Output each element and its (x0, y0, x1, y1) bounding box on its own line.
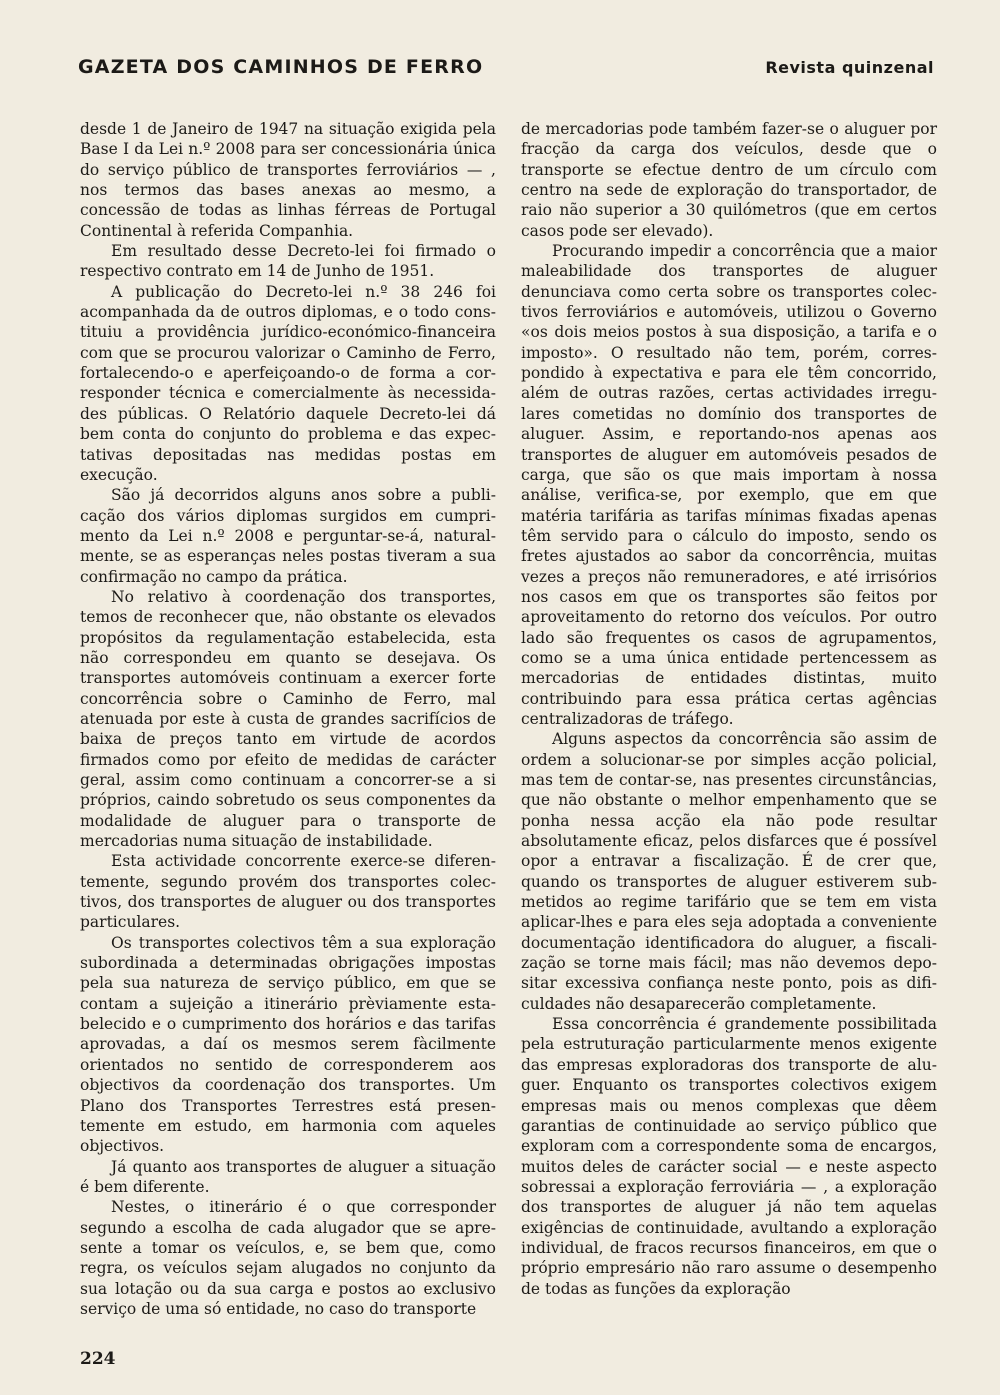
text-column-left (80, 119, 496, 1319)
paragraph: desde 1 de Janeiro de 1947 na situação exigida pela Base I da Lei n.º 2008 para ser concessionária única do serviço público de transportes ferroviários — , nos termos das bases anexas ao mesmo, a concessão de todas as linhas férreas de Portugal Continental à referida Companhia. (80, 120, 496, 240)
paragraph: Nestes, o itinerário é o que corresponder segundo a escolha de cada alugador que se apresente a tomar os veículos, e, se bem que, como regra, os veículos sejam alugados no conjunto da sua lotação ou da sua carga e postos ao exclusivo serviço de uma só entidade, no caso do transporte (80, 1198, 496, 1318)
paragraph: de mercadorias pode também fazer-se o aluguer por fracção da carga dos veículos, desde que o transporte se efectue dentro de um círculo com centro na sede de exploração do transportador, de raio não superior a 30 quilómetros (que em certos casos pode ser elevado). (521, 120, 937, 240)
paragraph: Essa concorrência é grandemente possibilitada pela estruturação particularmente menos exigente das empresas exploradoras dos transporte de aluguer. Enquanto os transportes colectivos exigem empresas mais ou menos complexas que dêem garantias de continuidade ao serviço público que exploram com a correspondente soma de encargos, muitos deles de carácter social — e neste aspecto sobressai a exploração ferroviária — , a exploração dos transportes de aluguer já não tem aquelas exigências de continuidade, avultando a exploração individual, de fracos recursos financeiros, em que o próprio empresário não raro assume o desempenho de todas as funções da exploração (521, 1015, 937, 1298)
journal-title: GAZETA DOS CAMINHOS DE FERRO (78, 56, 484, 78)
running-header (78, 56, 934, 86)
paragraph: Já quanto aos transportes de aluguer a situação é bem diferente. (80, 1157, 496, 1196)
paragraph: Alguns aspectos da concorrência são assim de ordem a solucionar-se por simples acção policial, mas tem de contar-se, nas presentes circunstâncias, que não obstante o melhor empenhamento que se ponha nessa acção ela não pode resultar absolutamente eficaz, pelos disfarces que é possível opor a entravar a fiscalização. É de crer que, quando os transportes de aluguer estiverem submetidos ao regime tarifário que se tem em vista aplicar-lhes e para eles seja adoptada a conveniente documentação identificadora do aluguer, a fiscalização se torne mais fácil; mas não devemos depositar excessiva confiança neste ponto, pois as dificuldades não desaparecerão completamente. (521, 730, 937, 1013)
paragraph: No relativo à coordenação dos transportes, temos de reconhecer que, não obstante os elevados propósitos da regulamentação estabelecida, esta não correspondeu em quanto se desejava. Os transportes automóveis continuam a exercer forte concorrência sobre o Caminho de Ferro, mal atenuada por este à custa de grandes sacrifícios de baixa de preços tanto em virtude de acordos firmados como por efeito de medidas de carácter geral, assim como continuam a concorrer-se a si próprios, caindo sobretudo os seus componentes da modalidade de aluguer para o transporte de mercadorias numa situação de instabilidade. (80, 587, 496, 851)
paragraph: Em resultado desse Decreto-lei foi firmado o respectivo contrato em 14 de Junho de 1951. (80, 242, 496, 281)
text-column-right (521, 119, 937, 1299)
paragraph: Procurando impedir a concorrência que a maior maleabilidade dos transportes de aluguer denunciava como certa sobre os transportes colectivos ferroviários e automóveis, utilizou o Governo «os dois meios postos à sua disposição, a tarifa e o imposto». O resultado não tem, porém, correspondido à expectativa e para ele têm concorrido, além de outras razões, certas actividades irregulares cometidas no domínio dos transportes de aluguer. Assim, e reportando-nos apenas aos transportes de aluguer em automóveis pesados de carga, que são os que mais importam à nossa análise, verifica-se, por exemplo, que em que matéria tarifária as tarifas mínimas fixadas apenas têm servido para o cálculo do imposto, sendo os fretes ajustados ao sabor da concorrência, muitas vezes a preços não remuneradores, e até irrisórios nos casos em que os transportes são feitos por aproveitamento do retorno dos veículos. Por outro lado são frequentes os casos de agrupamentos, como se a uma única entidade pertencessem as mercadorias de entidades distintas, muito contribuindo para essa prática certas agências centralizadoras de tráfego. (521, 242, 937, 728)
paragraph: A publicação do Decreto-lei n.º 38 246 foi acompanhada da de outros diplomas, e o todo constituiu a providência jurídico-económico-financeira com que se procurou valorizar o Caminho de Ferro, fortalecendo-o e aperfeiçoando-o de forma a corresponder técnica e comercialmente às necessidades públicas. O Relatório daquele Decreto-lei dá bem conta do conjunto do problema e das expectativas depositadas nas medidas postas em execução. (80, 282, 496, 484)
paragraph: Os transportes colectivos têm a sua exploração subordinada a determinadas obrigações impostas pela sua natureza de serviço público, em que se contam a sujeição a itinerário prèviamente estabelecido e o cumprimento dos horários e das tarifas aprovadas, a daí os mesmos serem fàcilmente orientados no sentido de corresponderem aos objectivos da coordenação dos transportes. Um Plano dos Transportes Terrestres está presentemente em estudo, em harmonia com aqueles objectivos. (80, 933, 496, 1156)
page-number: 224 (80, 1349, 116, 1369)
paragraph: São já decorridos alguns anos sobre a publicação dos vários diplomas surgidos em cumprimento da Lei n.º 2008 e perguntar-se-á, naturalmente, se as esperanças neles postas tiveram a sua confirmação no campo da prática. (80, 486, 496, 586)
journal-subtitle: Revista quinzenal (765, 58, 934, 77)
paragraph: Esta actividade concorrente exerce-se diferentemente, segundo provém dos transportes colectivos, dos transportes de aluguer ou dos transportes particulares. (80, 852, 496, 932)
